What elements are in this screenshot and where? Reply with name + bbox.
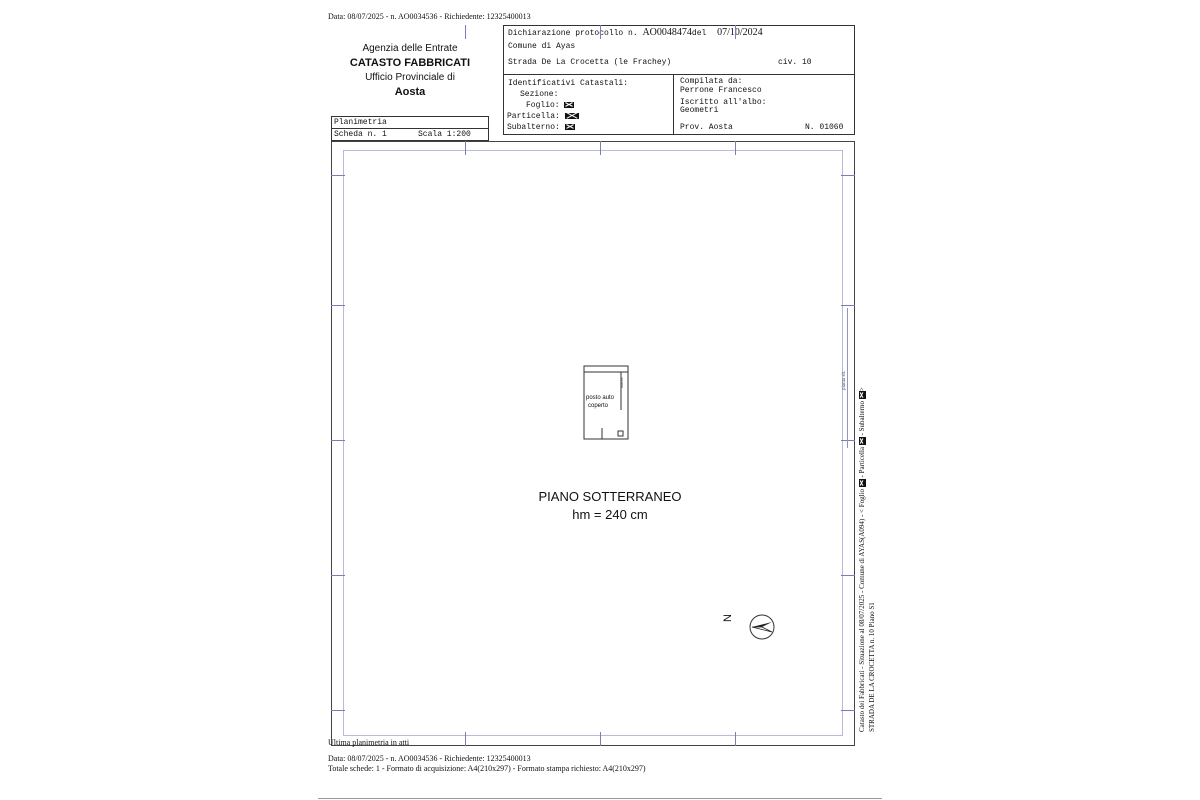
tick-mark — [465, 25, 466, 39]
tiny-label: sbocco — [620, 377, 624, 388]
tick-mark — [841, 175, 855, 176]
declaration-protocol — [508, 28, 763, 39]
north-letter: N — [721, 614, 734, 622]
address: Strada De La Crocetta (le Frachey) — [508, 58, 672, 67]
foglio-row — [526, 101, 574, 111]
subalterno-label: Subalterno: — [507, 123, 560, 132]
inner-frame — [343, 150, 843, 736]
room-label-line2: coperto — [588, 403, 609, 409]
side-subalterno-redacted-icon — [859, 391, 866, 399]
tick-mark — [600, 732, 601, 746]
last-plan-note: Ultima planimetria in atti — [328, 738, 410, 747]
right-marker-text: pianta sit. — [842, 370, 847, 390]
scale: Scala 1:200 — [418, 130, 471, 139]
side-text-subalterno: - Subalterno — [858, 401, 866, 436]
particella-label: Particella: — [507, 112, 560, 121]
side-text-line1: Catasto dei Fabbricati - Situazione al 08/07/2025 - Comune di AYAS(A094) - < Foglio - Particella - Subalterno > — [858, 387, 866, 732]
footer-request-line: Data: 08/07/2025 - n. AO0034536 - Richiedente: 12325400013 — [328, 754, 531, 763]
tick-mark — [735, 141, 736, 155]
side-text-main: Catasto dei Fabbricati - Situazione al 08/07/2025 - Comune di AYAS(A094) - < Foglio — [858, 488, 866, 732]
sezione-label: Sezione: — [520, 90, 559, 99]
identifiers-title: Identificativi Catastali: — [508, 79, 629, 88]
albo-value: Geometri — [680, 106, 719, 115]
provincial-office: Ufficio Provinciale di — [365, 72, 455, 83]
small-box — [618, 431, 623, 436]
planimetria-title: Planimetria — [334, 118, 387, 127]
subalterno-redacted-icon — [565, 124, 575, 130]
tick-mark — [600, 141, 601, 155]
catasto-title: CATASTO FABBRICATI — [349, 57, 471, 69]
tick-mark — [841, 305, 855, 306]
tick-mark — [735, 732, 736, 746]
compiler-number: N. 01060 — [805, 123, 844, 132]
tick-mark — [331, 710, 345, 711]
tick-mark — [465, 732, 466, 746]
footer-format-line: Totale schede: 1 - Formato di acquisizione: A4(210x297) - Formato stampa richiesto: A4(210x297) — [328, 764, 646, 773]
subalterno-row — [507, 123, 575, 133]
tick-mark — [331, 305, 345, 306]
civic-number: civ. 10 — [778, 58, 812, 67]
protocol-label: Dichiarazione protocollo n. — [508, 29, 638, 38]
floor-name: PIANO SOTTERRANEO — [538, 489, 682, 504]
protocol-date: 07/10/2024 — [717, 27, 763, 38]
compiler-province: Prov. Aosta — [680, 123, 733, 132]
office-city: Aosta — [394, 86, 426, 98]
side-text-particella: - Particella — [858, 446, 866, 478]
bottom-separator — [318, 798, 882, 799]
albo-label: Iscritto all'albo: — [680, 98, 767, 107]
scheda-number: Scheda n. 1 — [334, 130, 387, 139]
tick-mark — [841, 575, 855, 576]
tick-mark — [331, 175, 345, 176]
protocol-number: AO0048474 — [642, 27, 692, 38]
compilata-label: Compilata da: — [680, 77, 743, 86]
tick-mark — [841, 710, 855, 711]
side-foglio-redacted-icon — [859, 479, 866, 487]
tick-mark — [841, 440, 855, 441]
tick-mark — [331, 440, 345, 441]
del-label: del — [691, 29, 707, 38]
agency-name: Agenzia delle Entrate — [362, 43, 458, 54]
header-request-line: Data: 08/07/2025 - n. AO0034536 - Richiedente: 12325400013 — [328, 12, 531, 21]
comune: Comune di Ayas — [508, 42, 576, 51]
compiler-name: Perrone Francesco — [680, 86, 762, 95]
floor-height: hm = 240 cm — [572, 507, 648, 522]
tick-mark — [465, 141, 466, 155]
particella-redacted-icon — [565, 113, 579, 119]
foglio-redacted-icon — [564, 102, 574, 108]
particella-row — [507, 112, 579, 122]
tick-mark — [331, 575, 345, 576]
room-label-line1: posto auto — [586, 395, 615, 401]
foglio-label: Foglio: — [526, 101, 560, 110]
tick-mark — [735, 25, 736, 39]
side-text-line2: STRADA DE LA CROCETTA n. 10 Piano S1 — [868, 602, 876, 732]
compass-icon — [748, 613, 776, 641]
tick-mark — [600, 25, 601, 39]
side-particella-redacted-icon — [859, 437, 866, 445]
